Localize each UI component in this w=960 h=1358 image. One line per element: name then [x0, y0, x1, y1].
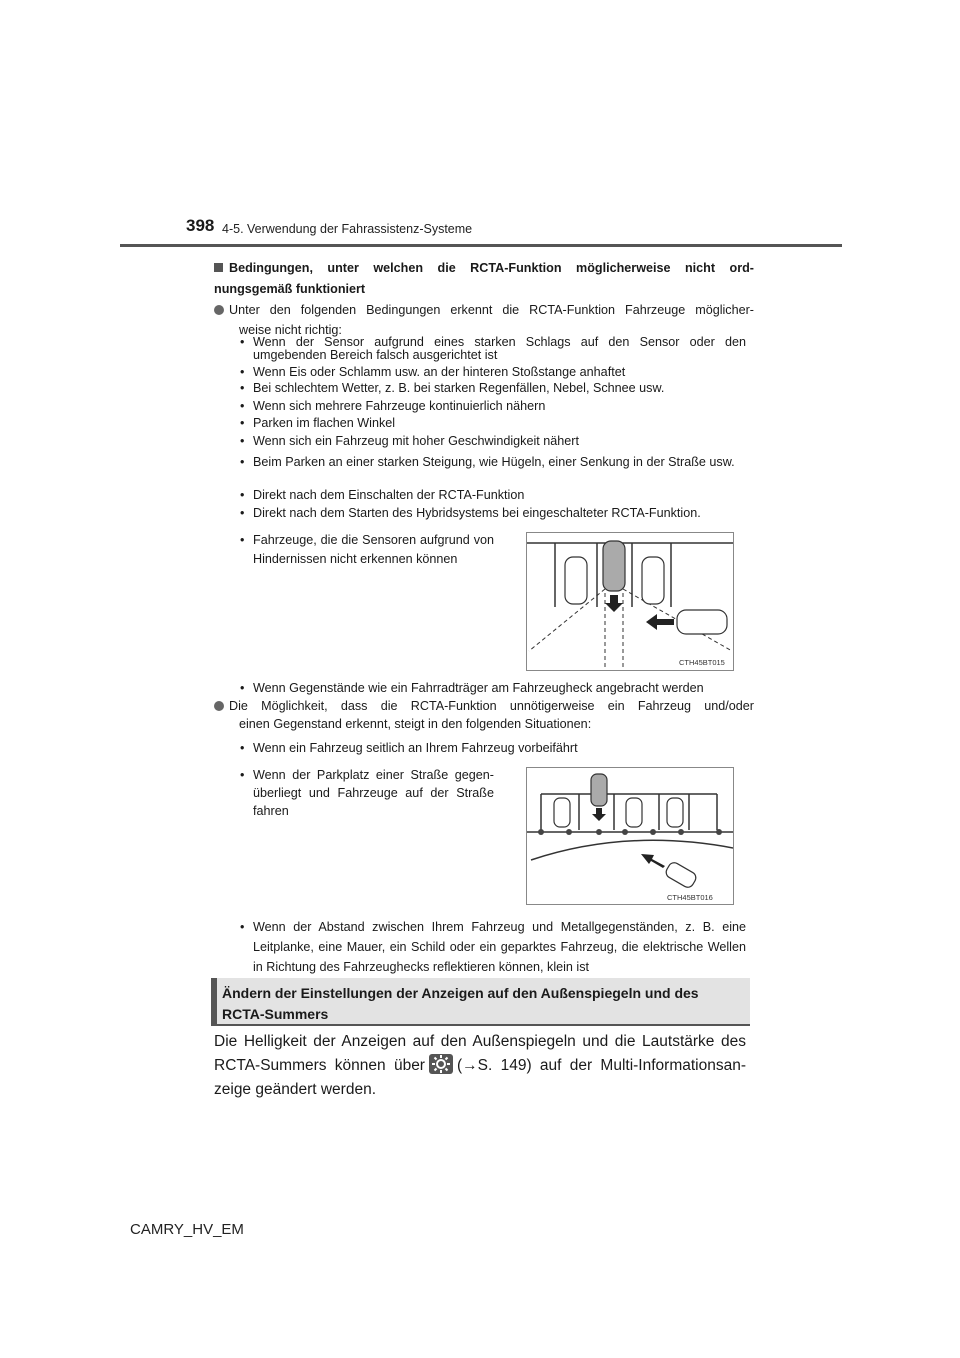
list-item: • Wenn Gegenstände wie ein Fahrradträger am Fahrzeugheck angebracht werden [240, 681, 704, 695]
list-item: • Wenn Eis oder Schlamm usw. an der hinteren Stoßstange anhaftet [240, 365, 626, 379]
not-detect-paragraph: Unter den folgenden Bedingungen erkennt die RCTA-Funktion Fahrzeuge möglicher- weise nicht richtig: [214, 300, 754, 340]
circle-bullet-icon [214, 305, 224, 315]
list-item: • Direkt nach dem Einschalten der RCTA-Funktion [240, 488, 525, 502]
list-item: • Wenn der Abstand zwischen Ihrem Fahrzeug und Metallgegenständen, z. B. eine Leitplanke, eine Mauer, ein Schild oder ein geparktes Fahrzeug, die elektrische Wellen in Richtung des Fahrzeughecks reflektieren können, klein ist [240, 920, 746, 974]
list-item: • Wenn der Parkplatz einer Straße gegen-überliegt und Fahrzeuge auf der Straße fahren [240, 768, 494, 818]
parking-illustration-1 [527, 533, 733, 670]
list-item: • Wenn sich mehrere Fahrzeuge kontinuierlich nähern [240, 399, 546, 413]
settings-heading: Ändern der Einstellungen der Anzeigen auf den Außenspiegeln und des RCTA-Summers [222, 985, 699, 1022]
page-number: 398 [186, 216, 215, 235]
gear-icon [429, 1054, 453, 1074]
header-rule [120, 244, 842, 247]
list-item: • Direkt nach dem Starten des Hybridsystems bei eingeschalteter RCTA-Funktion. [240, 506, 701, 520]
settings-body: Die Helligkeit der Anzeigen auf den Außenspiegeln und die Lautstärke des RCTA-Summers können über (→S. 149) auf der Multi-Informationsan- zeige geändert werden. [214, 1033, 746, 1098]
model-code: CAMRY_HV_EM [130, 1221, 244, 1238]
list-item: • Bei schlechtem Wetter, z. B. bei starken Regenfällen, Nebel, Schnee usw. [240, 381, 665, 395]
section-header: 4-5. Verwendung der Fahrassistenz-Systeme [222, 222, 473, 236]
unnecessary-detection-paragraph: Die Möglichkeit, dass die RCTA-Funktion unnötigerweise ein Fahrzeug und/oder einen Gegenstand erkennt, steigt in den folgenden Situationen: [214, 697, 754, 733]
list-item: • Wenn ein Fahrzeug seitlich an Ihrem Fahrzeug vorbeifährt [240, 741, 578, 755]
settings-heading-bar [211, 978, 217, 1024]
figure-code: CTH45BT015 [679, 658, 725, 667]
figure-code: CTH45BT016 [667, 893, 713, 902]
circle-bullet-icon [214, 701, 224, 711]
list-item: • Beim Parken an einer starken Steigung, wie Hügeln, einer Senkung in der Straße usw. [240, 455, 735, 469]
list-item: • Parken im flachen Winkel [240, 416, 396, 430]
conditions-heading: Bedingungen, unter welchen die RCTA-Funktion möglicherweise nicht ord- nungsgemäß funktioniert [214, 261, 754, 296]
list-item: • Fahrzeuge, die die Sensoren aufgrund von Hindernissen nicht erkennen können [240, 533, 494, 566]
parking-illustration-2 [527, 768, 733, 904]
list-item: • Wenn sich ein Fahrzeug mit hoher Geschwindigkeit nähert [240, 434, 579, 448]
figure-obstacle-parking [526, 532, 734, 671]
figure-opposite-parking [526, 767, 734, 905]
square-bullet-icon [214, 263, 223, 272]
list-item: • Wenn der Sensor aufgrund eines starken Schlags auf den Sensor oder den umgebenden Bereich falsch ausgerichtet ist [240, 335, 746, 362]
